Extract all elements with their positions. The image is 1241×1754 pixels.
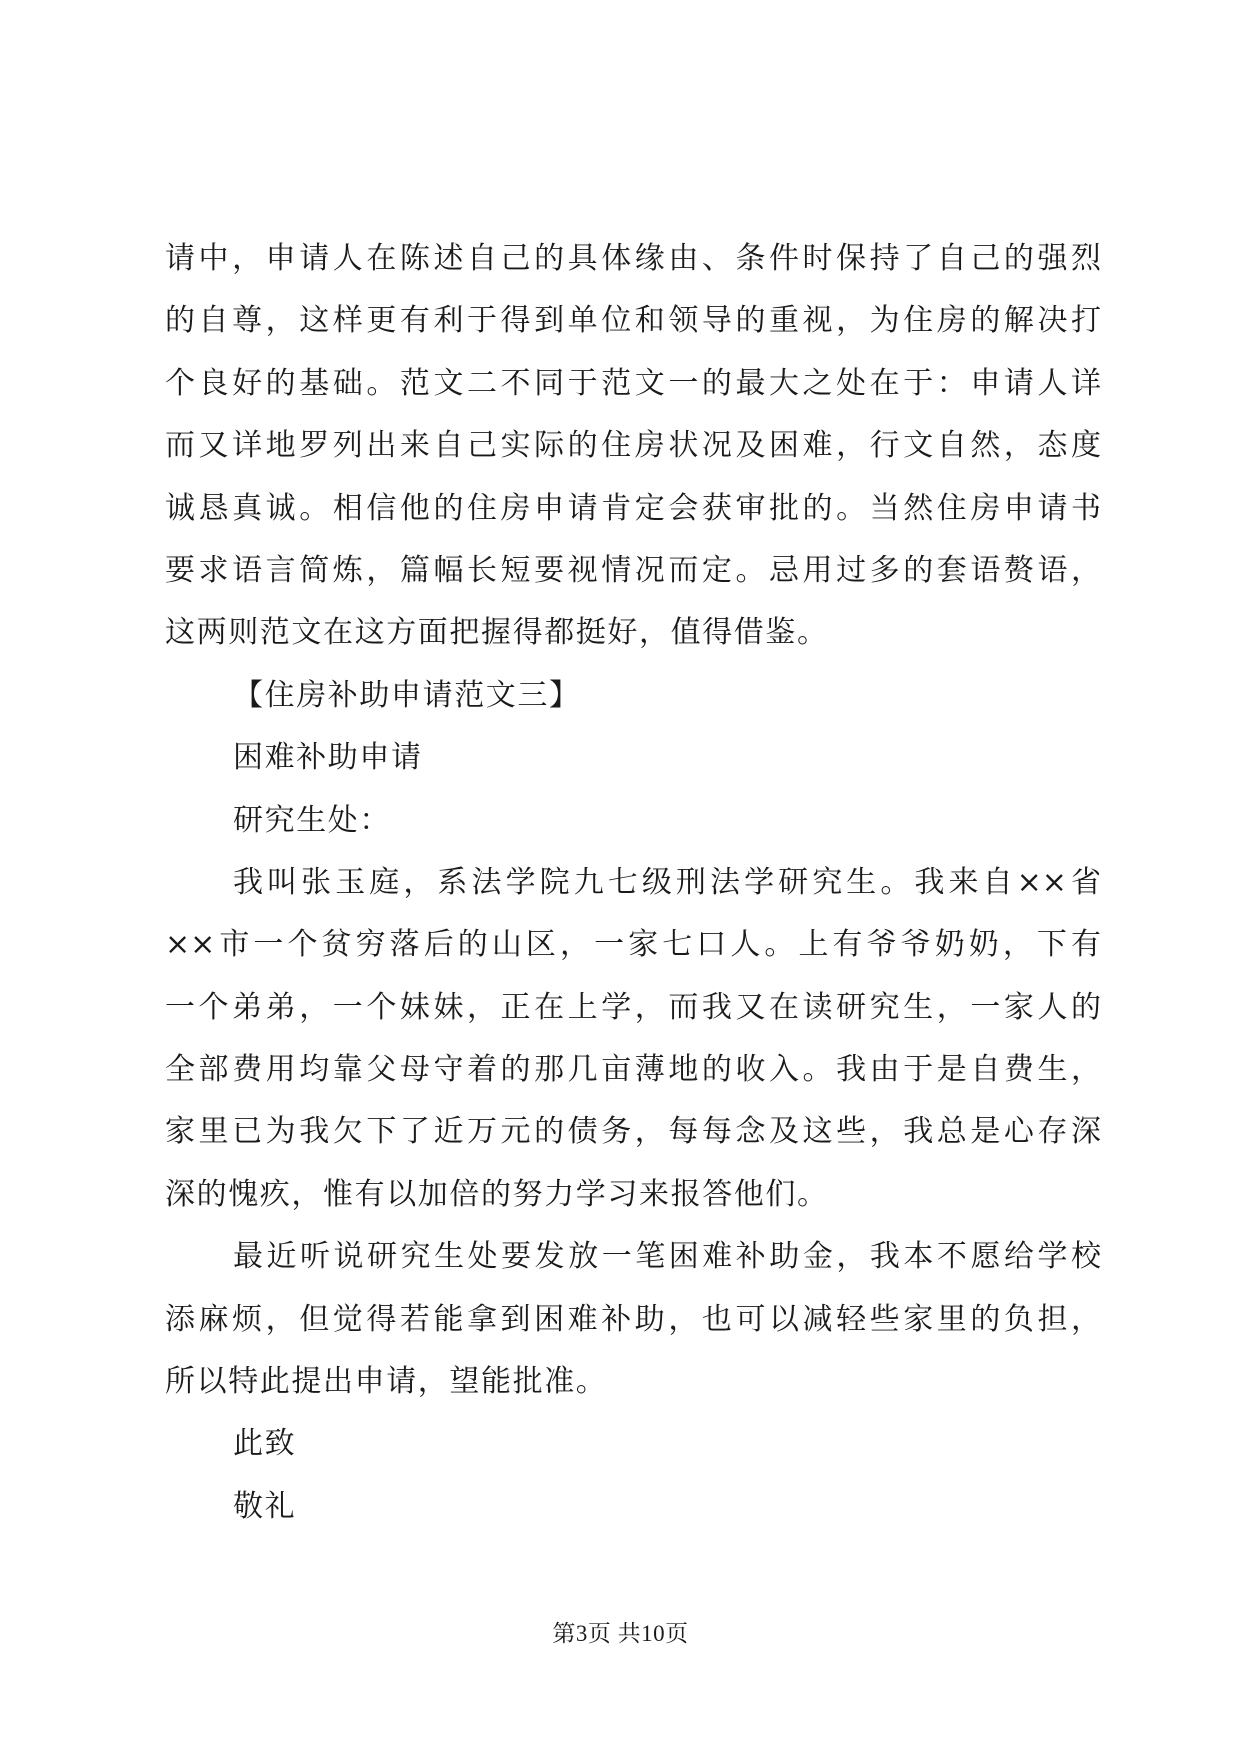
body-line: 深的愧疚，惟有以加倍的努力学习来报答他们。 xyxy=(165,1176,829,1212)
body-line: 诚恳真诚。相信他的住房申请肯定会获审批的。当然住房申请书 xyxy=(165,490,1101,526)
body-line: 一个弟弟，一个妹妹，正在上学，而我又在读研究生，一家人的 xyxy=(165,989,1101,1025)
letter-closing: 此致 xyxy=(233,1426,297,1462)
body-line: 我叫张玉庭，系法学院九七级刑法学研究生。我来自××省 xyxy=(233,864,1101,900)
body-line: 而又详地罗列出来自己实际的住房状况及困难，行文自然，态度 xyxy=(165,428,1101,464)
body-line: 添麻烦，但觉得若能拿到困难补助，也可以减轻些家里的负担， xyxy=(165,1301,1101,1337)
body-line: 请中，申请人在陈述自己的具体缘由、条件时保持了自己的强烈 xyxy=(165,241,1101,276)
body-line: 所以特此提出申请，望能批准。 xyxy=(165,1364,608,1400)
section-heading: 【住房补助申请范文三】 xyxy=(233,677,581,713)
letter-recipient: 研究生处： xyxy=(233,802,391,838)
body-line: 要求语言简炼，篇幅长短要视情况而定。忌用过多的套语赘语， xyxy=(165,552,1101,588)
page-number-footer: 第3页 共10页 xyxy=(552,1621,689,1646)
body-line: 最近听说研究生处要发放一笔困难补助金，我本不愿给学校 xyxy=(233,1239,1101,1275)
body-line: 全部费用均靠父母守着的那几亩薄地的收入。我由于是自费生， xyxy=(165,1052,1101,1088)
body-line: 这两则范文在这方面把握得都挺好，值得借鉴。 xyxy=(165,615,829,651)
letter-salutation: 敬礼 xyxy=(233,1488,297,1524)
letter-title: 困难补助申请 xyxy=(233,740,423,776)
body-line: ××市一个贫穷落后的山区，一家七口人。上有爷爷奶奶，下有 xyxy=(165,927,1101,963)
body-line: 个良好的基础。范文二不同于范文一的最大之处在于：申请人详 xyxy=(165,365,1101,401)
body-line: 的自尊，这样更有利于得到单位和领导的重视，为住房的解决打 xyxy=(165,303,1101,339)
body-line: 家里已为我欠下了近万元的债务，每每念及这些，我总是心存深 xyxy=(165,1114,1101,1150)
document-body xyxy=(165,228,1101,1538)
